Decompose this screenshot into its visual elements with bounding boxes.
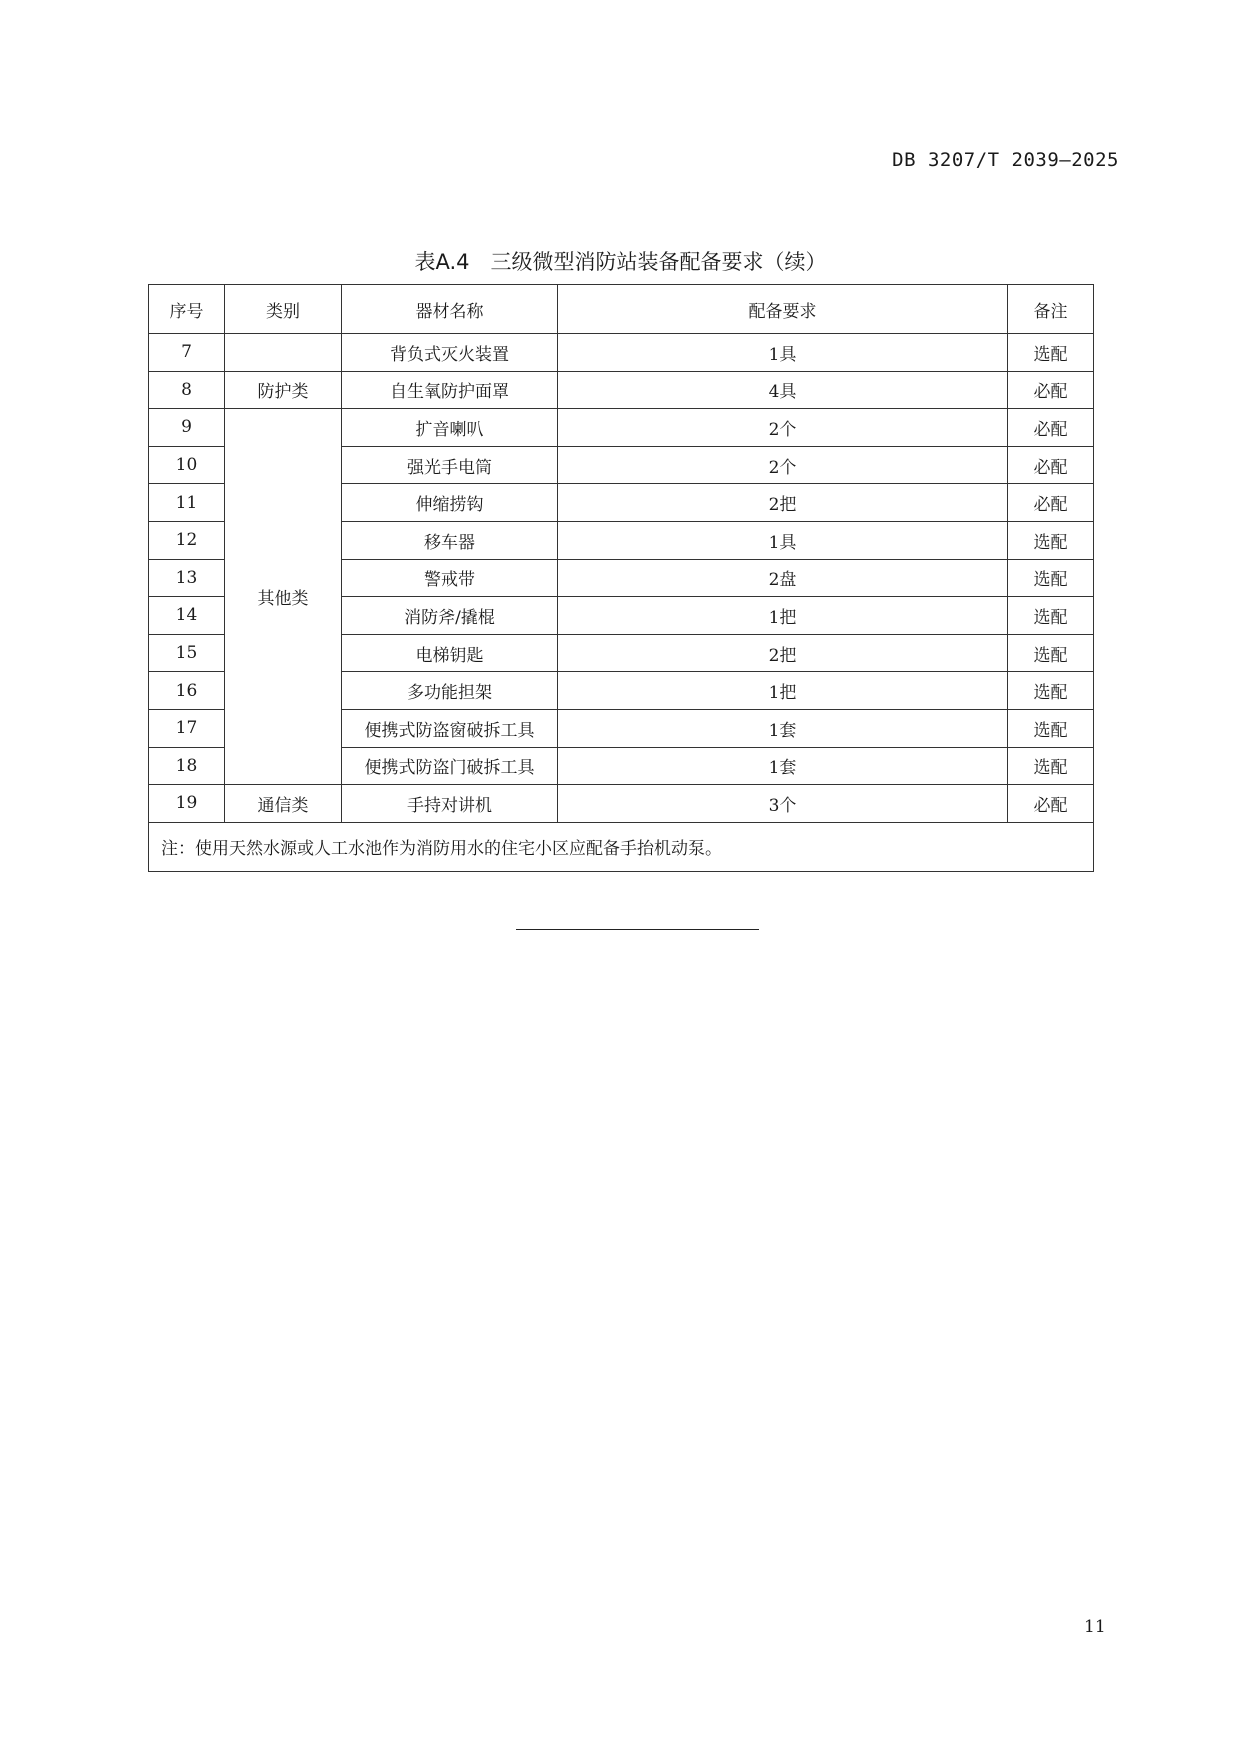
table-row (149, 409, 1094, 447)
cell-no: 17 (149, 709, 225, 747)
cell-no: 11 (149, 484, 225, 522)
cell-name: 扩音喇叭 (342, 409, 558, 447)
cell-no: 7 (149, 334, 225, 372)
cell-remark: 必配 (1008, 446, 1094, 484)
cell-name: 自生氧防护面罩 (342, 371, 558, 409)
table-note-row (149, 822, 1094, 871)
cell-remark: 选配 (1008, 521, 1094, 559)
cell-remark: 必配 (1008, 484, 1094, 522)
cell-remark: 选配 (1008, 709, 1094, 747)
cell-no: 13 (149, 559, 225, 597)
table-header-row (149, 285, 1094, 334)
cell-category: 通信类 (225, 785, 342, 823)
cell-no: 19 (149, 785, 225, 823)
cell-no: 16 (149, 672, 225, 710)
table-row (149, 334, 1094, 372)
equipment-table (148, 284, 1094, 872)
cell-name: 强光手电筒 (342, 446, 558, 484)
cell-no: 9 (149, 409, 225, 447)
cell-name: 伸缩捞钩 (342, 484, 558, 522)
cell-requirement: 2把 (558, 634, 1008, 672)
table-note: 注：使用天然水源或人工水池作为消防用水的住宅小区应配备手抬机动泵。 (149, 822, 1094, 871)
cell-remark: 选配 (1008, 634, 1094, 672)
cell-category: 其他类 (225, 409, 342, 785)
cell-requirement: 2把 (558, 484, 1008, 522)
cell-category (225, 334, 342, 372)
cell-name: 移车器 (342, 521, 558, 559)
cell-remark: 选配 (1008, 672, 1094, 710)
cell-remark: 必配 (1008, 785, 1094, 823)
cell-remark: 选配 (1008, 334, 1094, 372)
document-code: DB 3207/T 2039—2025 (892, 149, 1119, 171)
column-header-no: 序号 (149, 285, 225, 334)
cell-requirement: 4具 (558, 371, 1008, 409)
end-rule (516, 929, 759, 930)
cell-remark: 必配 (1008, 371, 1094, 409)
cell-remark: 必配 (1008, 409, 1094, 447)
page-number: 11 (1084, 1617, 1106, 1637)
cell-name: 警戒带 (342, 559, 558, 597)
cell-name: 背负式灭火装置 (342, 334, 558, 372)
table-row (149, 785, 1094, 823)
cell-requirement: 3个 (558, 785, 1008, 823)
cell-remark: 选配 (1008, 559, 1094, 597)
cell-no: 18 (149, 747, 225, 785)
cell-category: 防护类 (225, 371, 342, 409)
cell-no: 14 (149, 597, 225, 635)
cell-name: 消防斧/撬棍 (342, 597, 558, 635)
cell-requirement: 1套 (558, 709, 1008, 747)
cell-requirement: 1具 (558, 521, 1008, 559)
cell-name: 便携式防盗窗破拆工具 (342, 709, 558, 747)
column-header-category: 类别 (225, 285, 342, 334)
cell-remark: 选配 (1008, 597, 1094, 635)
cell-remark: 选配 (1008, 747, 1094, 785)
cell-requirement: 1套 (558, 747, 1008, 785)
cell-name: 多功能担架 (342, 672, 558, 710)
cell-requirement: 2个 (558, 409, 1008, 447)
cell-requirement: 1具 (558, 334, 1008, 372)
cell-no: 8 (149, 371, 225, 409)
table-row (149, 371, 1094, 409)
cell-no: 10 (149, 446, 225, 484)
cell-requirement: 1把 (558, 672, 1008, 710)
cell-name: 便携式防盗门破拆工具 (342, 747, 558, 785)
column-header-name: 器材名称 (342, 285, 558, 334)
cell-no: 15 (149, 634, 225, 672)
table-title: 表A.4 三级微型消防站装备配备要求（续） (414, 250, 827, 274)
cell-requirement: 2个 (558, 446, 1008, 484)
cell-name: 电梯钥匙 (342, 634, 558, 672)
cell-requirement: 2盘 (558, 559, 1008, 597)
column-header-remark: 备注 (1008, 285, 1094, 334)
cell-requirement: 1把 (558, 597, 1008, 635)
cell-no: 12 (149, 521, 225, 559)
cell-name: 手持对讲机 (342, 785, 558, 823)
column-header-requirement: 配备要求 (558, 285, 1008, 334)
